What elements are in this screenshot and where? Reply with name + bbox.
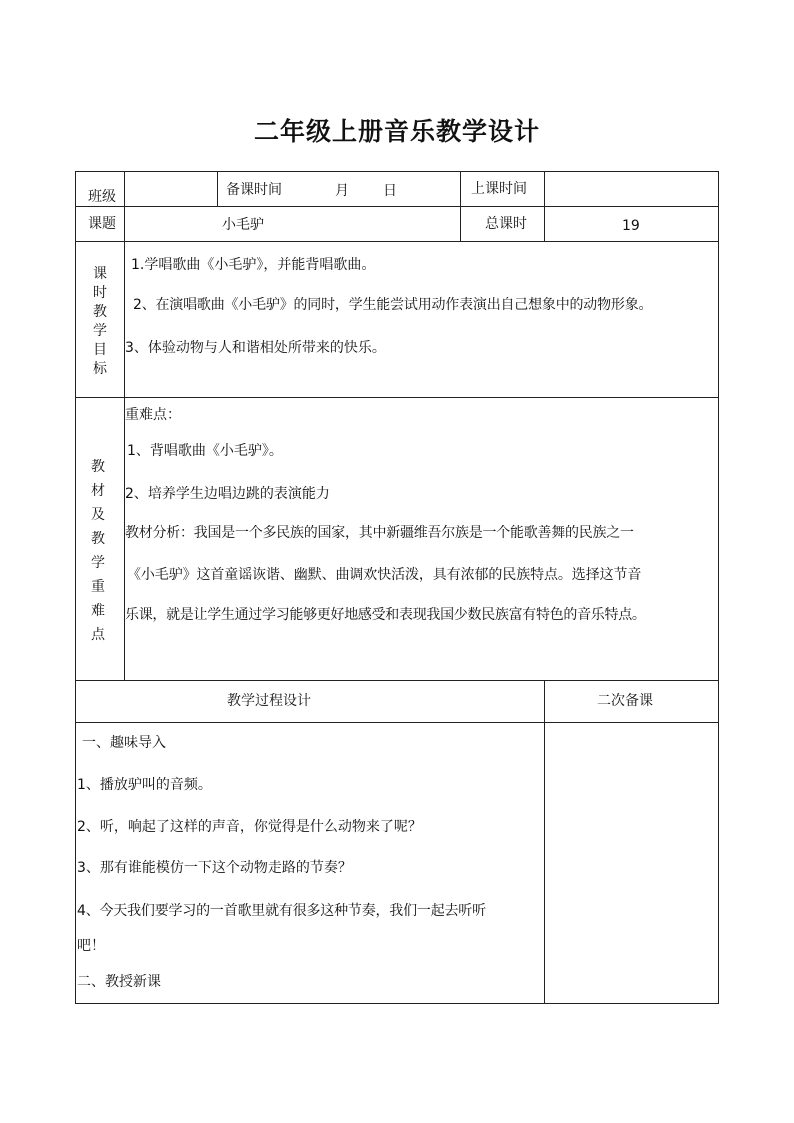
page-title: 二年级上册音乐教学设计 <box>253 117 540 146</box>
table-divider <box>75 722 719 723</box>
objective-item: 2、在演唱歌曲《小毛驴》的同时，学生能尝试用动作表演出自己想象中的动物形象。 <box>133 297 653 313</box>
objective-item: 1.学唱歌曲《小毛驴》，并能背唱歌曲。 <box>131 257 376 273</box>
process-line: 2、听，响起了这样的声音，你觉得是什么动物来了呢？ <box>77 819 422 835</box>
table-border-bottom <box>75 1003 719 1004</box>
topic-value: 小毛驴 <box>222 217 264 233</box>
process-line: 吧！ <box>77 938 105 954</box>
table-divider <box>544 680 545 1003</box>
objective-item: 3、体验动物与人和谐相处所带来的快乐。 <box>125 340 386 356</box>
key-point-item: 2、培养学生边唱边跳的表演能力 <box>125 486 330 502</box>
analysis-line: 《小毛驴》这首童谣诙谐、幽默、曲调欢快活泼，具有浓郁的民族特点。选择这节音 <box>127 567 642 583</box>
table-divider <box>460 171 461 241</box>
analysis-line: 教材分析：我国是一个多民族的国家，其中新疆维吾尔族是一个能歌善舞的民族之一 <box>125 525 634 541</box>
table-divider <box>75 241 719 242</box>
table-divider <box>75 680 719 681</box>
total-hours-label: 总课时 <box>485 216 527 232</box>
table-border-left <box>75 171 76 1004</box>
table-divider <box>544 171 545 241</box>
table-divider <box>217 171 218 206</box>
class-label: 班级 <box>88 189 116 205</box>
table-divider <box>75 206 719 207</box>
process-header: 教学过程设计 <box>227 693 311 709</box>
table-border-right <box>718 171 719 1004</box>
key-points-heading: 重难点： <box>125 407 181 423</box>
class-time-label: 上课时间 <box>471 181 527 197</box>
prep-time-label: 备课时间 <box>226 182 282 198</box>
total-hours-value: 19 <box>622 218 640 234</box>
table-border-top <box>75 171 719 172</box>
process-line: 一、趣味导入 <box>82 735 166 751</box>
key-point-item: 1、背唱歌曲《小毛驴》。 <box>127 443 283 459</box>
process-line: 4、今天我们要学习的一首歌里就有很多这种节奏，我们一起去听听 <box>77 903 486 919</box>
prep-day: 日 <box>383 183 397 199</box>
process-line: 1、播放驴叫的音频。 <box>77 777 212 793</box>
objectives-label: 课 时 教 学 目 标 <box>93 266 107 377</box>
topic-label: 课题 <box>88 216 116 232</box>
process-line: 二、教授新课 <box>77 974 161 990</box>
table-divider <box>75 397 719 398</box>
key-points-label: 教 材 及 教 学 重 难 点 <box>91 459 105 643</box>
process-line: 3、那有谁能模仿一下这个动物走路的节奏？ <box>77 860 352 876</box>
second-prep-header: 二次备课 <box>597 693 653 709</box>
table-divider <box>124 171 125 680</box>
analysis-line: 乐课，就是让学生通过学习能够更好地感受和表现我国少数民族富有特色的音乐特点。 <box>125 607 646 623</box>
prep-month: 月 <box>335 183 349 199</box>
